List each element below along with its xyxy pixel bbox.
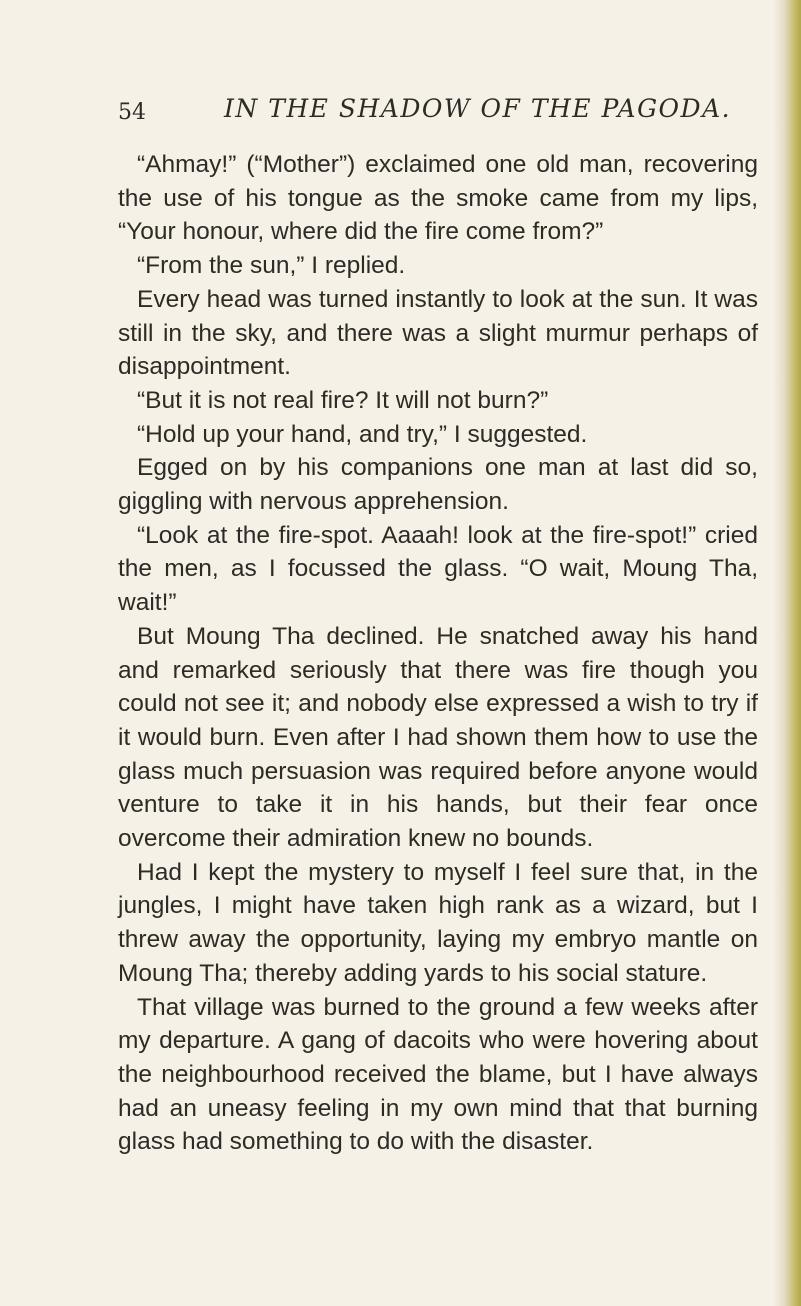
paragraph: Every head was turned instantly to look at the sun. It was still in the sky, and there was a slight murmur perhaps of disappointment.	[118, 285, 758, 381]
paragraph: “But it is not real fire? It will not burn?”	[137, 386, 549, 414]
page-gutter-shadow	[773, 0, 783, 1306]
paragraph: But Moung Tha declined. He snatched away his hand and remarked seriously that there was fire though you could not see it; and nobody else expressed a wish to try if it would burn. Even after I had shown them how to use the glass much persuasion was required before anyone would venture to take it in his hands, but their fear once overcome their admiration knew no bounds.	[118, 622, 758, 853]
paragraph: “From the sun,” I replied.	[137, 252, 406, 280]
body-text	[118, 148, 758, 1159]
paragraph: Egged on by his companions one man at last did so, giggling with nervous apprehension.	[118, 454, 758, 516]
paragraph: “Look at the fire-spot. Aaaah! look at the fire-spot!” cried the men, as I focussed the glass. “O wait, Moung Tha, wait!”	[118, 521, 758, 617]
paragraph: “Ahmay!” (“Mother”) exclaimed one old man, recovering the use of his tongue as the smoke came from my lips, “Your honour, where did the fire come from?”	[118, 151, 758, 246]
page-number: 54	[118, 100, 146, 125]
paragraph: “Hold up your hand, and try,” I suggested.	[137, 420, 588, 448]
paragraph: That village was burned to the ground a few weeks after my departure. A gang of dacoits who were hovering about the neighbourhood received the blame, but I have always had an uneasy feeling in my own mind that that burning glass had something to do with the disaster.	[118, 993, 758, 1156]
paragraph: Had I kept the mystery to myself I feel sure that, in the jungles, I might have taken high rank as a wizard, but I threw away the opportunity, laying my embryo mantle on Moung Tha; thereby adding yards to his social stature.	[118, 858, 758, 987]
page-header	[118, 94, 758, 130]
page-edge	[783, 0, 801, 1306]
running-head: IN THE SHADOW OF THE PAGODA.	[224, 94, 732, 123]
